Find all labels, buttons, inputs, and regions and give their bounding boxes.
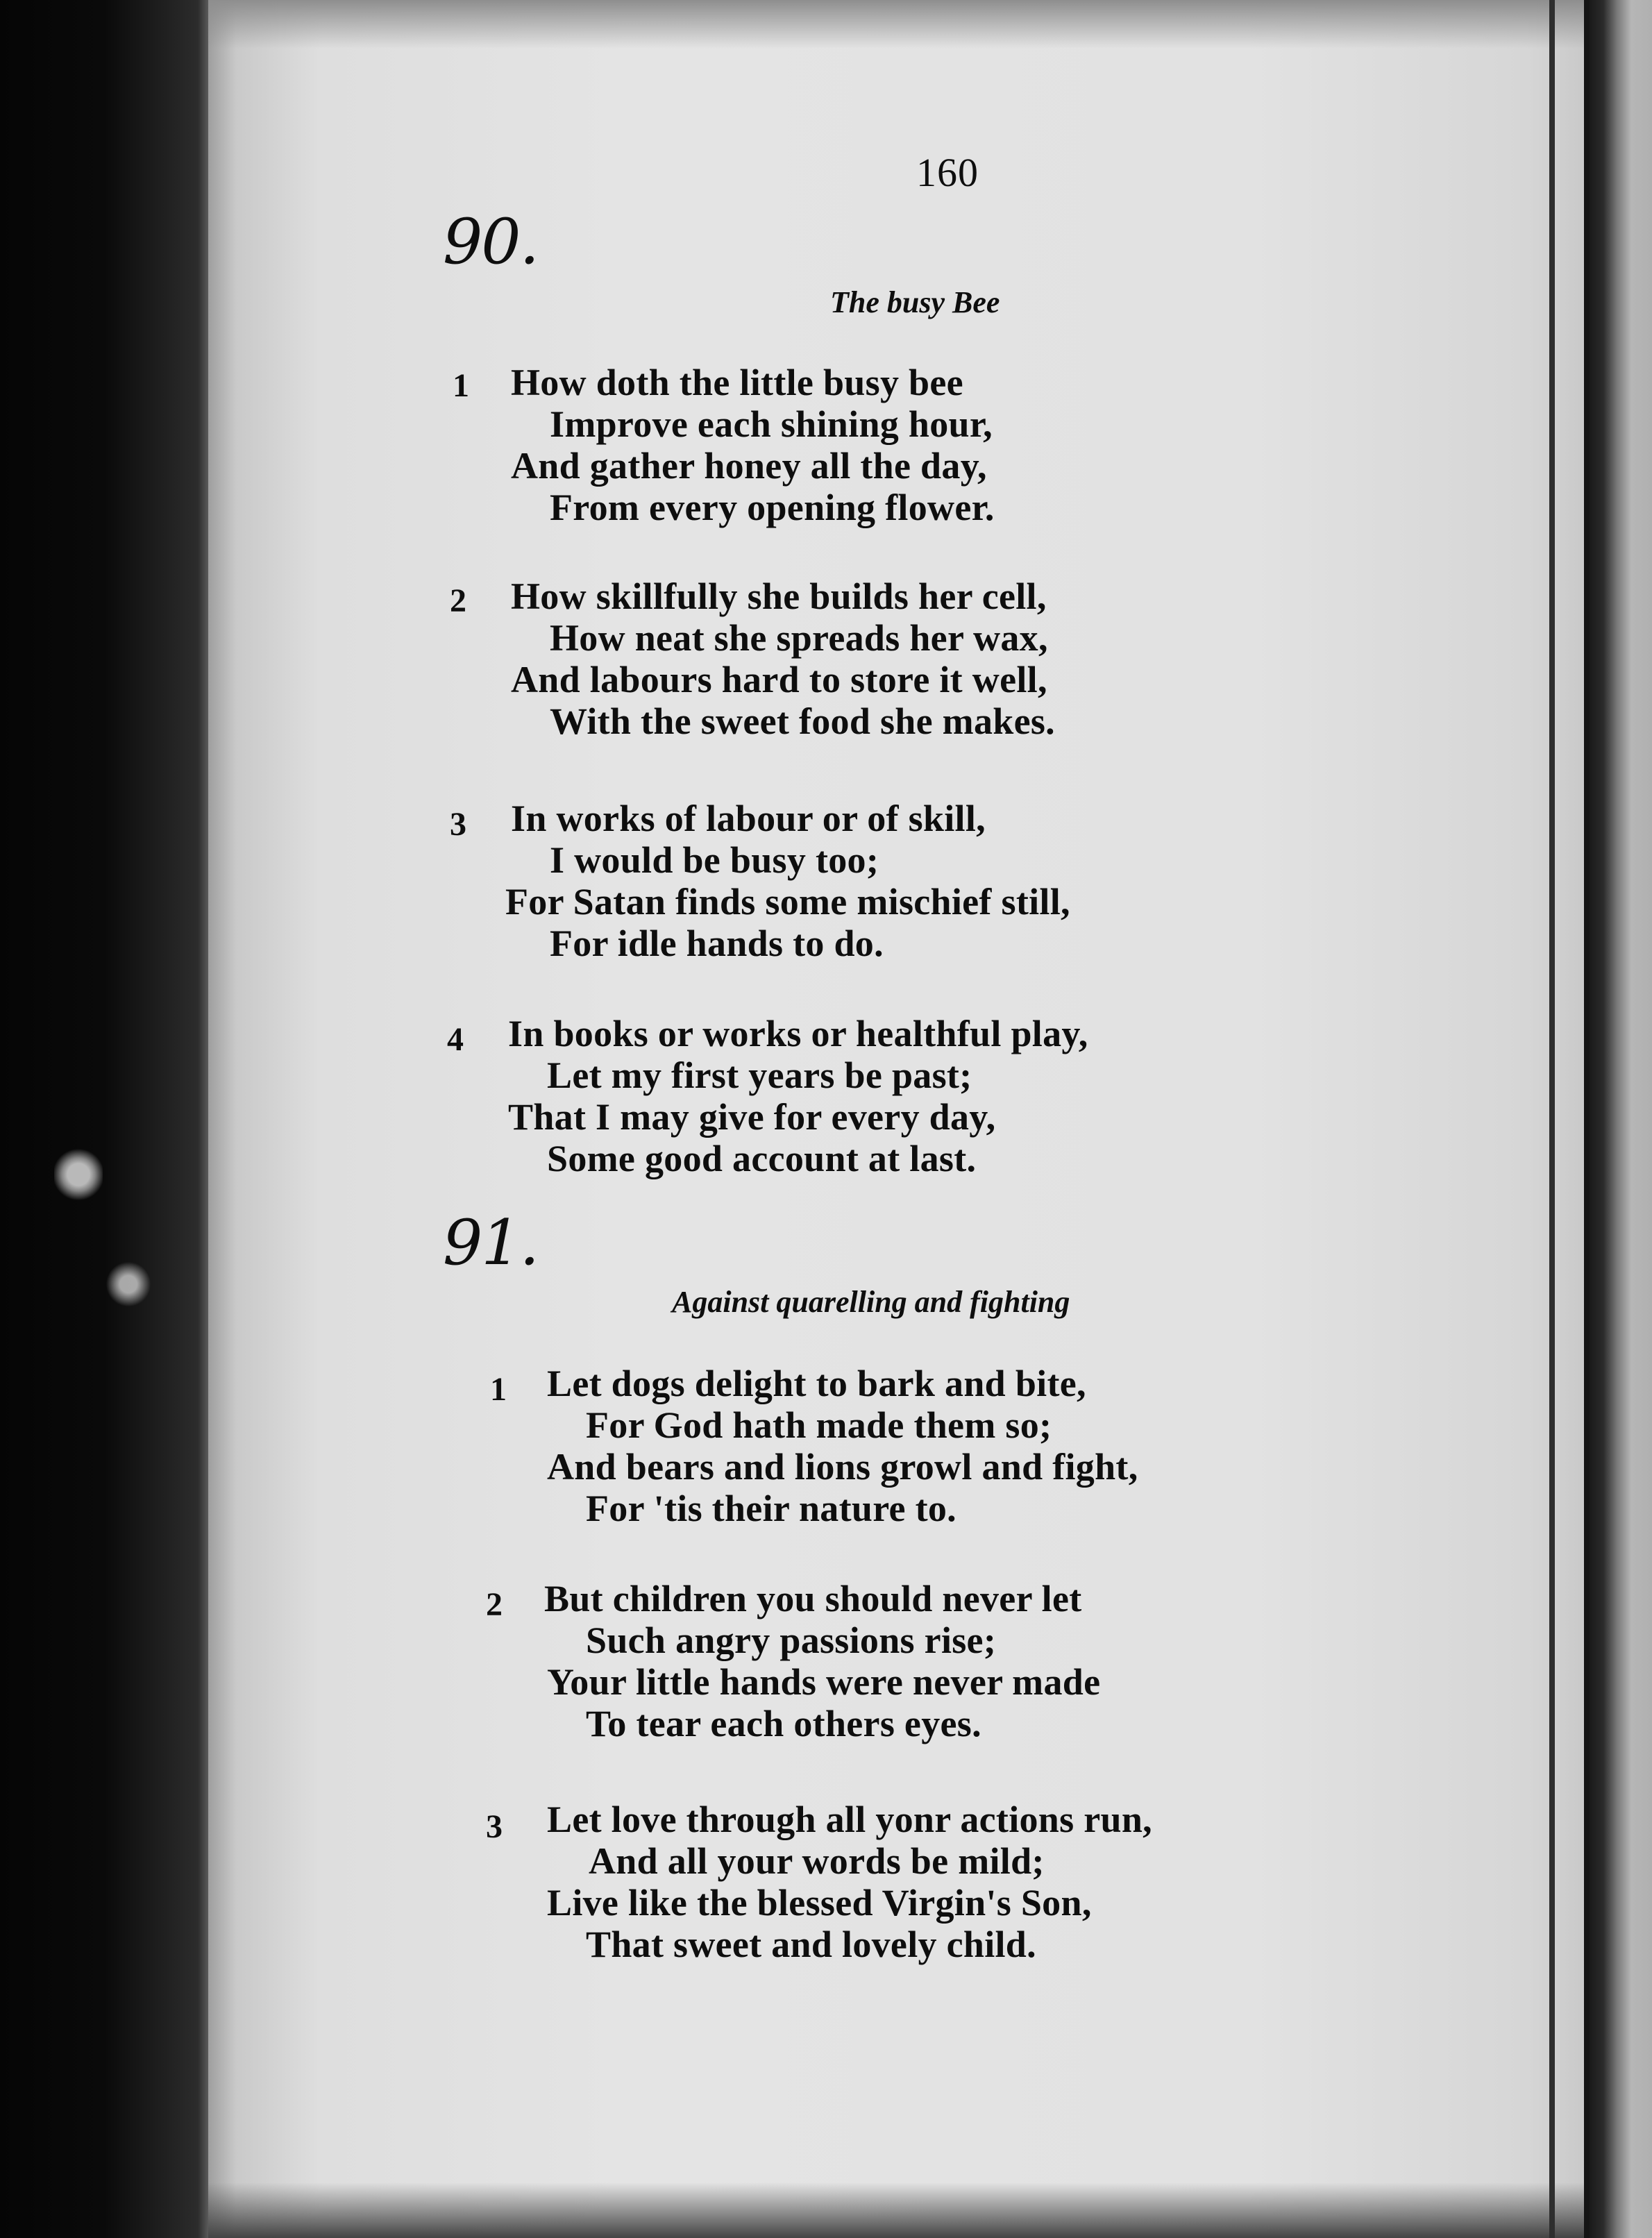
verse-line: And all your words be mild; (589, 1840, 1045, 1882)
verse-line: Let dogs delight to bark and bite, (547, 1363, 1086, 1404)
verse-line: That sweet and lovely child. (586, 1924, 1036, 1965)
verse-line: From every opening flower. (550, 487, 995, 528)
verse-number: 1 (490, 1371, 507, 1408)
verse-line: But children you should never let (544, 1578, 1082, 1619)
verse-line: To tear each others eyes. (586, 1703, 981, 1744)
page-number: 160 (916, 150, 979, 195)
verse-number: 4 (447, 1021, 464, 1058)
page-edge-line (1549, 0, 1555, 2238)
verse-line: I would be busy too; (550, 839, 879, 881)
verse-number: 2 (450, 582, 466, 619)
verse-line: In works of labour or of skill, (511, 798, 986, 839)
hymn-title: The busy Bee (830, 285, 1000, 319)
verse-line: Let my first years be past; (547, 1054, 972, 1096)
verse-line: And labours hard to store it well, (511, 659, 1047, 700)
hymn-number: 90. (443, 205, 539, 278)
verse-line: Some good account at last. (547, 1138, 977, 1179)
verse-line: For Satan finds some mischief still, (505, 881, 1070, 923)
verse-line: In books or works or healthful play, (508, 1013, 1088, 1054)
verse-line: And gather honey all the day, (511, 445, 987, 487)
hymn-number: 91. (443, 1206, 539, 1279)
verse-line: How skillfully she builds her cell, (511, 575, 1047, 617)
verse-number: 3 (486, 1808, 503, 1845)
bottom-shadow (208, 2182, 1590, 2238)
next-page-edge (1590, 0, 1652, 2238)
verse-line: Let love through all yonr actions run, (547, 1799, 1152, 1840)
verse-line: Such angry passions rise; (586, 1619, 997, 1661)
verse-number: 1 (453, 367, 469, 404)
verse-line: Your little hands were never made (547, 1661, 1101, 1703)
verse-line: With the sweet food she makes. (550, 700, 1055, 742)
hymn-title: Against quarelling and fighting (672, 1285, 1070, 1319)
verse-line: How doth the little busy bee (511, 362, 963, 403)
verse-line: That I may give for every day, (508, 1096, 996, 1138)
paper-speck (104, 1260, 153, 1309)
verse-line: For idle hands to do. (550, 923, 884, 964)
verse-line: How neat she spreads her wax, (550, 617, 1048, 659)
verse-line: And bears and lions growl and fight, (547, 1446, 1138, 1488)
top-shadow (208, 0, 1590, 49)
verse-line: Live like the blessed Virgin's Son, (547, 1882, 1092, 1924)
verse-number: 3 (450, 806, 466, 843)
book-binding (0, 0, 208, 2238)
verse-line: For 'tis their nature to. (586, 1488, 956, 1529)
verse-number: 2 (486, 1586, 503, 1623)
paper-speck (54, 1147, 103, 1202)
verse-line: For God hath made them so; (586, 1404, 1052, 1446)
verse-line: Improve each shining hour, (550, 403, 993, 445)
